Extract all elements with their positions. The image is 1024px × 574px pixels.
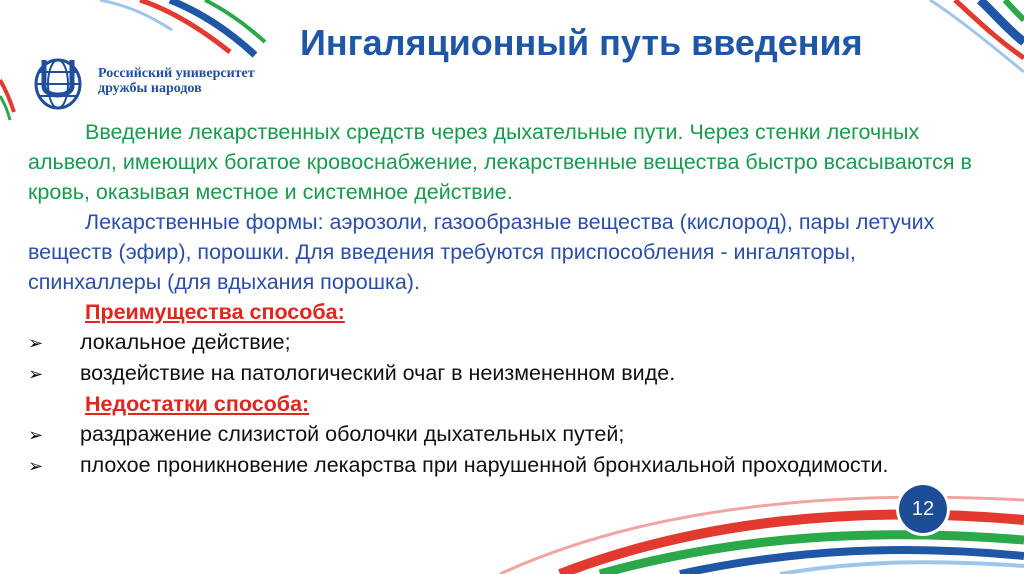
- advantage-item-text: локальное действие;: [80, 330, 291, 354]
- logo-line-1: Российский университет: [98, 66, 255, 81]
- advantage-item: [28, 327, 988, 358]
- disadvantage-item-text: раздражение слизистой оболочки дыхательных путей;: [80, 422, 625, 446]
- logo-line-2: дружбы народов: [98, 81, 202, 96]
- intro-paragraph: Введение лекарственных средств через дыхательные пути. Через стенки легочных альвеол, имеющих богатое кровоснабжение, лекарственные вещества быстро всасываются в кровь, оказывая местное и системное действие.: [28, 120, 972, 204]
- university-logo: [30, 56, 300, 112]
- page-title: Ингаляционный путь введения: [300, 22, 863, 63]
- arrowhead-bullet-icon: ➢: [28, 333, 44, 353]
- disadvantage-item: [28, 419, 988, 450]
- arrowhead-bullet-icon: ➢: [28, 425, 44, 445]
- arrowhead-bullet-icon: ➢: [28, 364, 44, 384]
- advantage-item: [28, 358, 988, 389]
- university-emblem-icon: [30, 56, 90, 112]
- advantage-item-text: воздействие на патологический очаг в неизмененном виде.: [80, 361, 676, 385]
- forms-paragraph: Лекарственные формы: аэрозоли, газообразные вещества (кислород), пары летучих веществ (эфир), порошки. Для введения требуются приспособления - ингаляторы, спинхаллеры (для вдыхания порошка).: [28, 210, 935, 294]
- disadvantages-heading: Недостатки способа:: [85, 392, 310, 416]
- advantages-heading: Преимущества способа:: [85, 300, 345, 324]
- arrowhead-bullet-icon: ➢: [28, 456, 44, 476]
- slide-body: [28, 117, 988, 481]
- disadvantage-item: [28, 450, 988, 481]
- disadvantage-item-text: плохое проникновение лекарства при нарушенной бронхиальной проходимости.: [80, 453, 889, 477]
- page-number-badge: 12: [899, 485, 947, 533]
